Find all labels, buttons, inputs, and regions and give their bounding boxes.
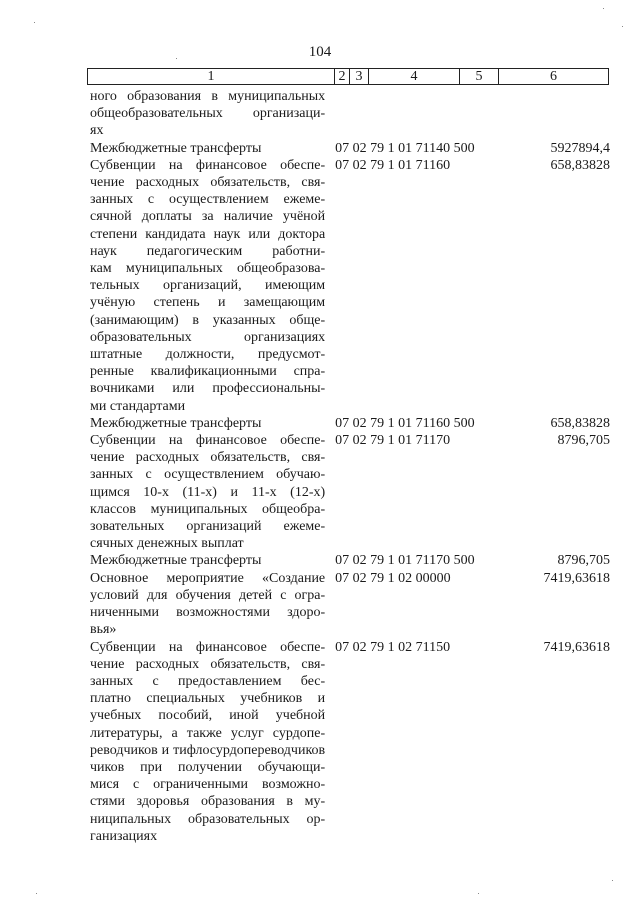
row-code: 07 02 79 1 02 00000 (335, 570, 451, 586)
description-line: щимся 10-х (11-х) и 11-х (12-х) (90, 484, 326, 500)
description-line: сячной доплаты за наличие учёной (90, 209, 326, 225)
row-description (90, 570, 325, 639)
description-line: Межбюджетные трансферты (90, 553, 262, 569)
table-body (90, 88, 610, 845)
description-line: чиков при получении обучающи- (90, 759, 326, 775)
description-line: ганизациях (90, 828, 158, 844)
row-amount: 7419,63618 (543, 570, 610, 586)
description-line: ренные квалификационными спра- (90, 364, 326, 380)
description-line: штатные должности, предусмот- (90, 347, 326, 363)
description-line: общеобразовательных организаци- (90, 106, 326, 122)
description-line: занных с осуществлением ежеме- (90, 192, 326, 208)
description-line: платно специальных учебников и (90, 691, 326, 707)
row-amount: 7419,63618 (543, 639, 610, 655)
page-number: 104 (308, 44, 332, 60)
description-line: ми стандартами (90, 398, 186, 414)
row-amount: 8796,705 (557, 433, 610, 449)
description-line: Межбюджетные трансферты (90, 140, 262, 156)
description-line: чение расходных обязательств, свя- (90, 175, 326, 191)
row-code: 07 02 79 1 01 71160 500 (335, 415, 475, 431)
row-code: 07 02 79 1 01 71160 (335, 157, 451, 173)
row-description (90, 432, 325, 552)
description-line: ниципальных образовательных ор- (90, 811, 326, 827)
row-code: 07 02 79 1 02 71150 (335, 639, 451, 655)
description-line: тельных организаций, имеющим (90, 278, 326, 294)
description-line: классов муниципальных общеобра- (90, 501, 326, 517)
description-line: (занимающим) в указанных обще- (90, 312, 326, 328)
description-line: чение расходных обязательств, свя- (90, 656, 326, 672)
table-row (90, 570, 610, 639)
row-description (90, 140, 325, 157)
description-line: Субвенции на финансовое обеспе- (90, 157, 326, 173)
description-line: вочниками или профессиональны- (90, 381, 326, 397)
description-line: образовательных организациях (90, 329, 326, 345)
row-code: 07 02 79 1 01 71170 500 (335, 553, 475, 569)
description-line: занных с предоставлением бес- (90, 673, 326, 689)
description-line: мися с ограниченными возможно- (90, 777, 326, 793)
table-row (90, 415, 610, 432)
description-line: кам муниципальных общеобразова- (90, 261, 326, 277)
row-description (90, 415, 325, 432)
table-row (90, 140, 610, 157)
row-description (90, 88, 325, 140)
row-code: 07 02 79 1 01 71140 500 (335, 140, 475, 156)
table-row (90, 432, 610, 552)
description-line: учёную степень и замещающим (90, 295, 326, 311)
row-amount: 8796,705 (557, 553, 610, 569)
description-line: Основное мероприятие «Создание (90, 570, 326, 586)
description-line: Субвенции на финансовое обеспе- (90, 639, 326, 655)
row-description (90, 639, 325, 845)
description-line: вья» (90, 622, 117, 638)
row-description (90, 157, 325, 415)
table-row (90, 552, 610, 569)
table-header (87, 68, 609, 85)
row-code: 07 02 79 1 01 71170 (335, 433, 451, 449)
description-line: ях (90, 123, 104, 139)
row-description (90, 552, 325, 569)
table-row (90, 157, 610, 415)
description-line: степени кандидата наук или доктора (90, 226, 326, 242)
description-line: условий для обучения детей с огра- (90, 587, 326, 603)
header-col-5: 5 (460, 69, 499, 84)
row-amount (514, 88, 610, 140)
description-line: зовательных организаций ежеме- (90, 519, 326, 535)
description-line: реводчиков и тифлосурдопереводчиков (90, 742, 326, 758)
row-amount: 658,83828 (550, 415, 610, 431)
header-col-3: 3 (350, 69, 369, 84)
description-line: занных с осуществлением обучаю- (90, 467, 326, 483)
description-line: Межбюджетные трансферты (90, 415, 262, 431)
description-line: литературы, а также услуг сурдопе- (90, 725, 326, 741)
row-amount: 5927894,4 (550, 140, 610, 156)
table-row (90, 88, 610, 140)
description-line: сячных денежных выплат (90, 536, 244, 552)
description-line: стями здоровья образования в му- (90, 794, 326, 810)
description-line: ного образования в муниципальных (90, 89, 326, 104)
description-line: Субвенции на финансовое обеспе- (90, 433, 326, 449)
header-col-1: 1 (88, 69, 335, 84)
header-col-4: 4 (369, 69, 460, 84)
description-line: ниченными возможностями здоро- (90, 605, 326, 621)
table-row (90, 639, 610, 845)
description-line: чение расходных обязательств, свя- (90, 450, 326, 466)
header-col-2: 2 (335, 69, 350, 84)
description-line: наук педагогическим работни- (90, 243, 326, 259)
row-amount: 658,83828 (550, 157, 610, 173)
row-code (325, 88, 514, 140)
description-line: учебных пособий, иной учебной (90, 708, 326, 724)
header-col-6: 6 (550, 69, 557, 84)
